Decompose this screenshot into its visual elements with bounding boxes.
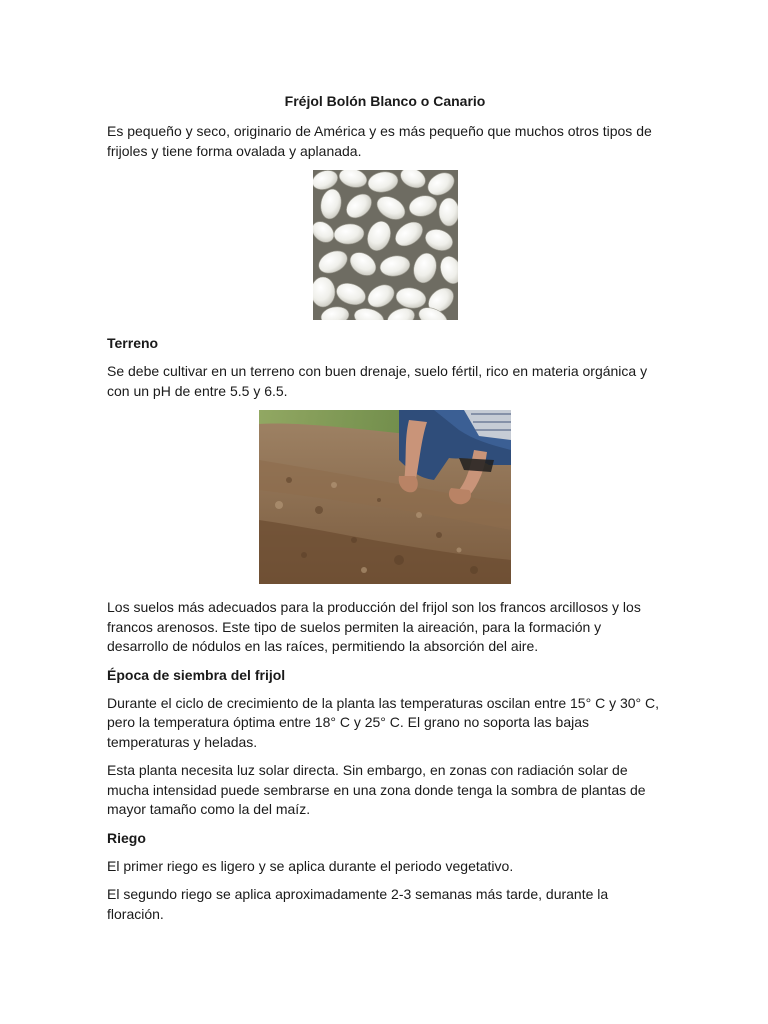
section-heading-terreno: Terreno xyxy=(107,335,159,351)
hands-planting-in-soil-photo xyxy=(259,410,511,584)
section-paragraph: El primer riego es ligero y se aplica durante el periodo vegetativo. xyxy=(107,857,514,874)
white-beans-photo xyxy=(313,170,458,320)
section-heading-riego: Riego xyxy=(107,829,146,846)
section-heading-epoca-de-siembra: Época de siembra del frijol xyxy=(107,666,286,683)
section-paragraph: El segundo riego se aplica aproximadamente 2-3 semanas más tarde, durante la floración. xyxy=(107,886,609,922)
document-title: Fréjol Bolón Blanco o Canario xyxy=(284,93,486,109)
section-paragraph: Durante el ciclo de crecimiento de la planta las temperaturas oscilan entre 15° C y 30° C, pero la temperatura óptima entre 18° C y 25° C. El grano no soporta las bajas temperaturas y heladas. xyxy=(107,694,660,750)
document-page xyxy=(107,92,663,933)
section-paragraph: Los suelos más adecuados para la producción del frijol son los francos arcillosos y los francos arenosos. Este tipo de suelos permiten la aireación, para la formación y desarrollo de nódulos en las raíces, permitiendo la absorción del aire. xyxy=(107,599,641,654)
intro-paragraph: Es pequeño y seco, originario de América y es más pequeño que muchos otros tipos de frijoles y tiene forma ovalada y aplanada. xyxy=(107,123,652,159)
section-paragraph: Se debe cultivar en un terreno con buen drenaje, suelo fértil, rico en materia orgánica y con un pH de entre 5.5 y 6.5. xyxy=(107,363,648,399)
section-paragraph: Esta planta necesita luz solar directa. Sin embargo, en zonas con radiación solar de mucha intensidad puede sembrarse en una zona donde tenga la sombra de plantas de mayor tamaño como la del maíz. xyxy=(107,762,646,817)
